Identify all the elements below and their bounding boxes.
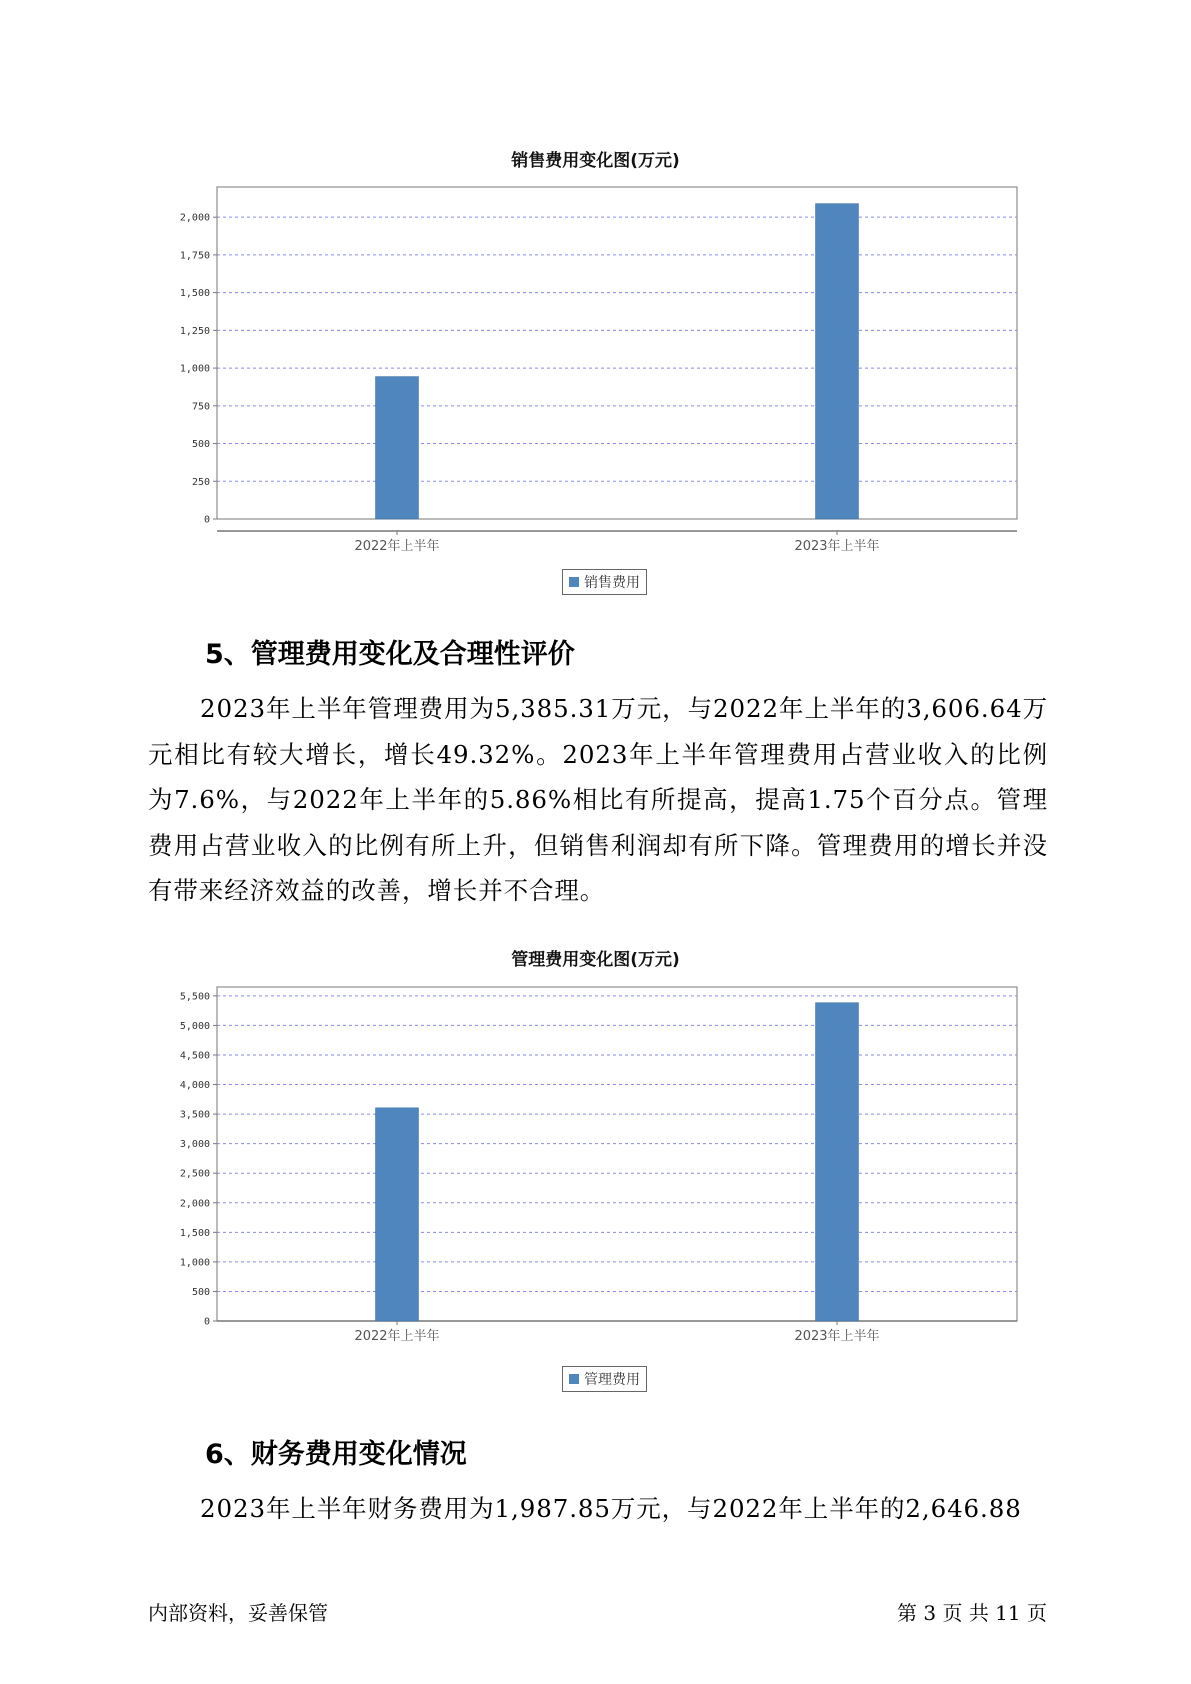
y-tick-label: 4,000 — [179, 1080, 210, 1092]
y-tick-label: 250 — [191, 476, 210, 488]
chart1-legend-label: 销售费用 — [584, 575, 640, 591]
chart2-legend — [562, 1366, 647, 1392]
y-tick-label: 500 — [191, 439, 210, 451]
y-tick-label: 500 — [191, 1286, 210, 1298]
y-tick-label: 2,000 — [179, 1198, 210, 1210]
y-tick-label: 0 — [203, 514, 210, 526]
y-tick-label: 1,000 — [179, 363, 210, 375]
y-tick-label: 1,500 — [179, 288, 210, 300]
bar-2 — [816, 1003, 859, 1321]
y-tick-label: 0 — [203, 1316, 210, 1328]
y-tick-label: 1,500 — [179, 1227, 210, 1239]
section6-paragraph: 2023年上半年财务费用为1,987.85万元，与2022年上半年的2,646.88 — [200, 1494, 1022, 1523]
y-tick-label: 1,250 — [179, 325, 210, 337]
y-tick-label: 2,500 — [179, 1168, 210, 1180]
x-category-label: 2022年上半年 — [354, 1329, 440, 1344]
y-tick-label: 1,750 — [179, 250, 210, 262]
bar-1 — [376, 1108, 419, 1321]
y-tick-label: 2,000 — [179, 212, 210, 224]
y-tick-label: 5,500 — [179, 991, 210, 1003]
y-tick-label: 750 — [191, 401, 210, 413]
section6-heading: 6、财务费用变化情况 — [205, 1439, 467, 1470]
section5-paragraph: 2023年上半年管理费用为5,385.31万元，与2022年上半年的3,606.64万元相比有较大增长，增长49.32%。2023年上半年管理费用占营业收入的比例为7.6%，与2022年上半年的5.86%相比有所提高，提高1.75个百分点。管理费用占营业收入的比例有所上升，但销售利润却有所下降。管理费用的增长并没有带来经济效益的改善，增长并不合理。 — [148, 694, 1048, 905]
plot-frame — [217, 987, 1017, 1321]
chart1-title: 销售费用变化图(万元) — [511, 151, 680, 171]
x-category-label: 2023年上半年 — [794, 539, 880, 554]
chart2-title: 管理费用变化图(万元) — [511, 950, 680, 970]
x-category-label: 2022年上半年 — [354, 539, 440, 554]
y-tick-label: 4,500 — [179, 1050, 210, 1062]
footer-confidential-note: 内部资料，妥善保管 — [148, 1601, 328, 1625]
y-tick-label: 5,000 — [179, 1020, 210, 1032]
footer-page-number: 第 3 页 共 11 页 — [897, 1601, 1047, 1625]
chart2-legend-label: 管理费用 — [584, 1372, 640, 1388]
legend-swatch — [569, 1374, 579, 1384]
y-tick-label: 3,500 — [179, 1109, 210, 1121]
y-tick-label: 1,000 — [179, 1257, 210, 1269]
section5-heading: 5、管理费用变化及合理性评价 — [205, 639, 575, 670]
x-category-label: 2023年上半年 — [794, 1329, 880, 1344]
y-tick-label: 3,000 — [179, 1139, 210, 1151]
